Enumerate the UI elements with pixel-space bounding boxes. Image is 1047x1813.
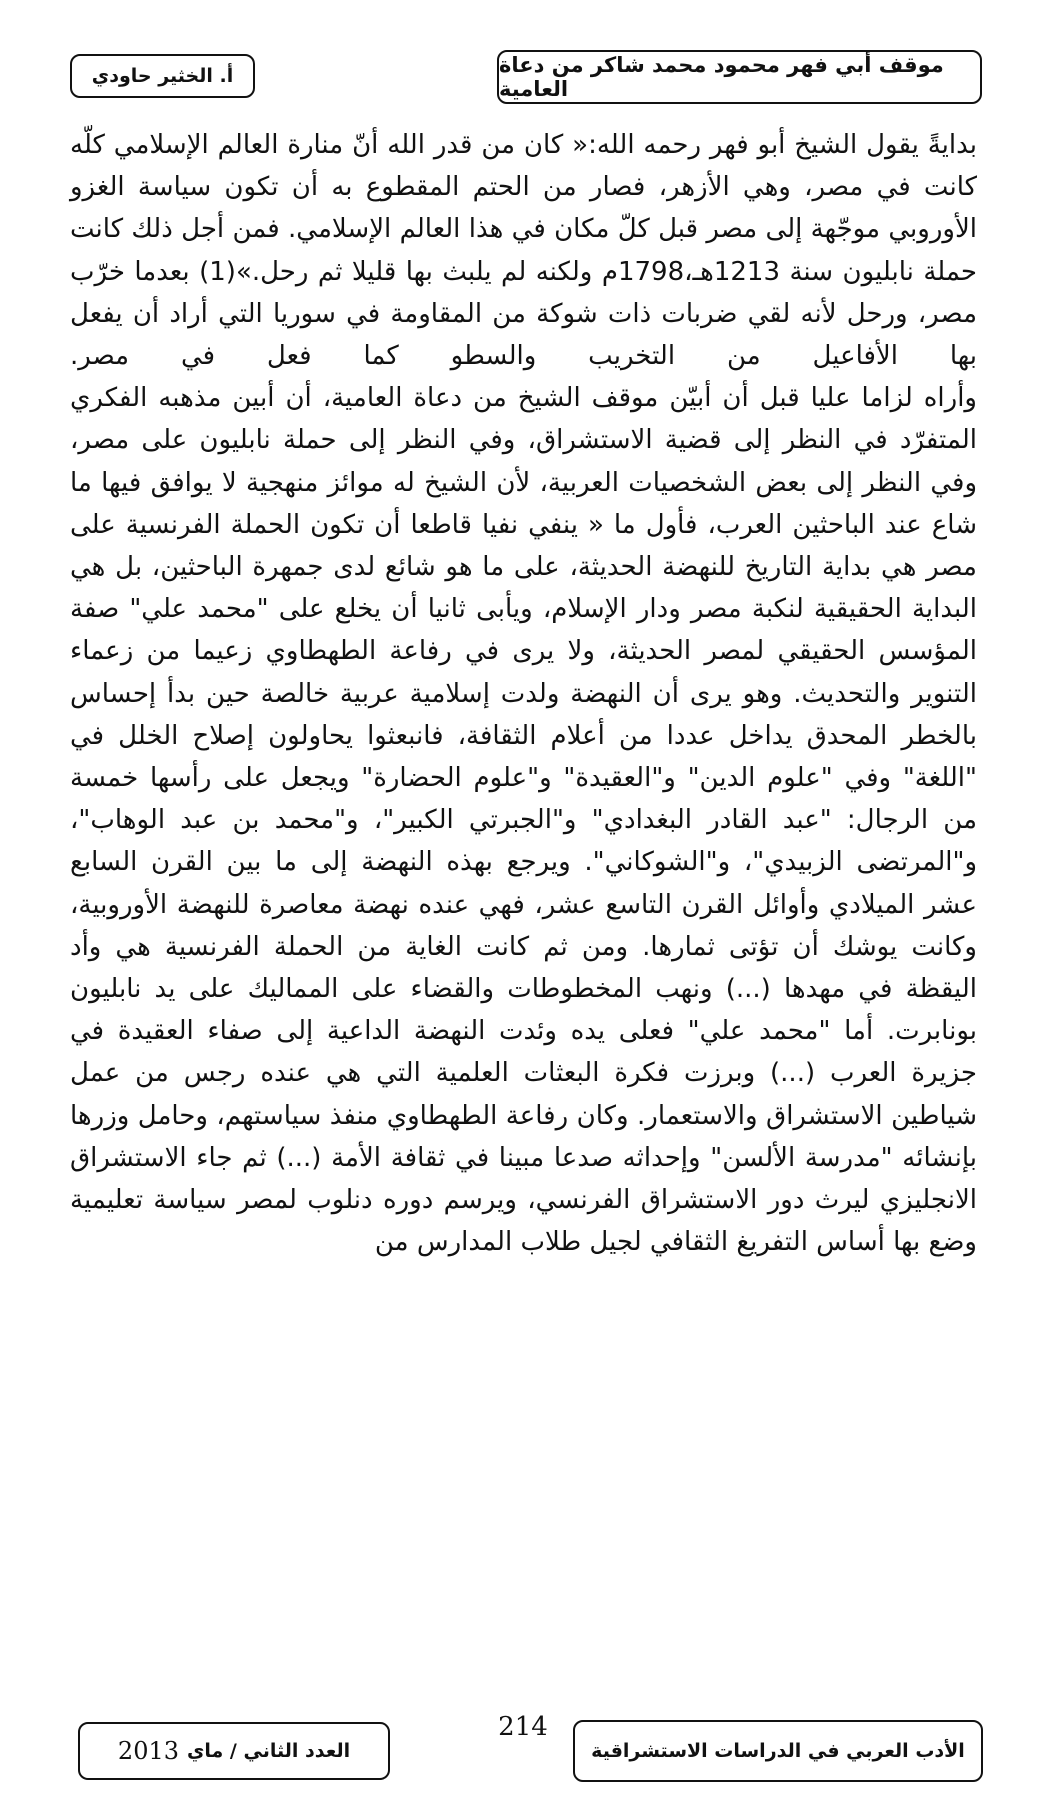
header-title: موقف أبي فهر محمود محمد شاكر من دعاة العامية <box>499 53 944 101</box>
footer-year: 2013 <box>117 1737 179 1765</box>
footer-issue: العدد الثاني / ماي <box>187 1740 351 1762</box>
page-number: 214 <box>498 1712 548 1742</box>
paragraph-1: بدايةً يقول الشيخ أبو فهر رحمه الله:« كان من قدر الله أنّ منارة العالم الإسلامي كلّه كانت في مصر، وهي الأزهر، فصار من الحتم المقطوع به أن تكون سياسة الغزو الأوروبي موجّهة إلى مصر قبل كلّ مكان في هذا العالم الإسلامي. فمن أجل ذلك كانت حملة نابليون سنة 1213هـ،1798م ولكنه لم يلبث بها قليلا ثم رحل.»(1) بعدما خرّب مصر، ورحل لأنه لقي ضربات ذات شوكة من المقاومة في سوريا التي أراد أن يفعل بها الأفاعيل من التخريب والسطو كما فعل في مصر. <box>70 130 978 372</box>
article-body <box>70 124 977 1263</box>
footer-journal: الأدب العربي في الدراسات الاستشراقية <box>591 1740 965 1762</box>
header-author-box <box>70 54 255 98</box>
footer-journal-box <box>573 1720 983 1782</box>
header-title-box <box>497 50 982 104</box>
paragraph-2: وأراه لزاما عليا قبل أن أبيّن موقف الشيخ من دعاة العامية، أن أبين مذهبه الفكري المتفرّد في النظر إلى قضية الاستشراق، وفي النظر إلى حملة نابليون على مصر، وفي النظر إلى بعض الشخصيات العربية، لأن الشيخ له موائز منهجية لا يوافق فيها ما شاع عند الباحثين العرب، فأول ما « ينفي نفيا قاطعا أن تكون الحملة الفرنسية على مصر هي بداية التاريخ للنهضة الحديثة، على ما هو شائع لدى جمهرة الباحثين، بل هي البداية الحقيقية لنكبة مصر ودار الإسلام، ويأبى ثانيا أن يخلع على "محمد علي" صفة المؤسس الحقيقي لمصر الحديثة، ولا يرى في رفاعة الطهطاوي زعيما من زعماء التنوير والتحديث. وهو يرى أن النهضة ولدت إسلامية عربية خالصة حين بدأ إحساس بالخطر المحدق يداخل عددا من أعلام الثقافة، فانبعثوا يحاولون إصلاح الخلل في "اللغة" وفي "علوم الدين" و"العقيدة" و"علوم الحضارة" ويجعل على رأسها خمسة من الرجال: "عبد القادر البغدادي" و"الجبرتي الكبير"، و"محمد بن عبد الوهاب"، و"المرتضى الزبيدي"، و"الشوكاني". ويرجع بهذه النهضة إلى ما بين القرن السابع عشر الميلادي وأوائل القرن التاسع عشر، فهي عنده نهضة معاصرة للنهضة الأوروبية، وكانت يوشك أن تؤتى ثمارها. ومن ثم كانت الغاية من الحملة الفرنسية هي وأد اليقظة في مهدها (...) ونهب المخطوطات والقضاء على المماليك على يد نابليون بونابرت. أما "محمد علي" فعلى يده وئدت النهضة الداعية إلى صفاء العقيدة في جزيرة العرب (...) وبرزت فكرة البعثات العلمية التي هي عنده رجس من عمل شياطين الاستشراق والاستعمار. وكان رفاعة الطهطاوي منفذ سياستهم، وحامل وزرها بإنشائه "مدرسة الألسن" وإحداثه صدعا مبينا في ثقافة الأمة (...) ثم جاء الاستشراق الانجليزي ليرث دور الاستشراق الفرنسي، ويرسم دوره دنلوب لمصر سياسة تعليمية وضع بها أساس التفريغ الثقافي لجيل طلاب المدارس من <box>70 383 977 1258</box>
footer-issue-box <box>78 1722 390 1780</box>
header-author: أ. الخثير حاودي <box>91 65 234 87</box>
